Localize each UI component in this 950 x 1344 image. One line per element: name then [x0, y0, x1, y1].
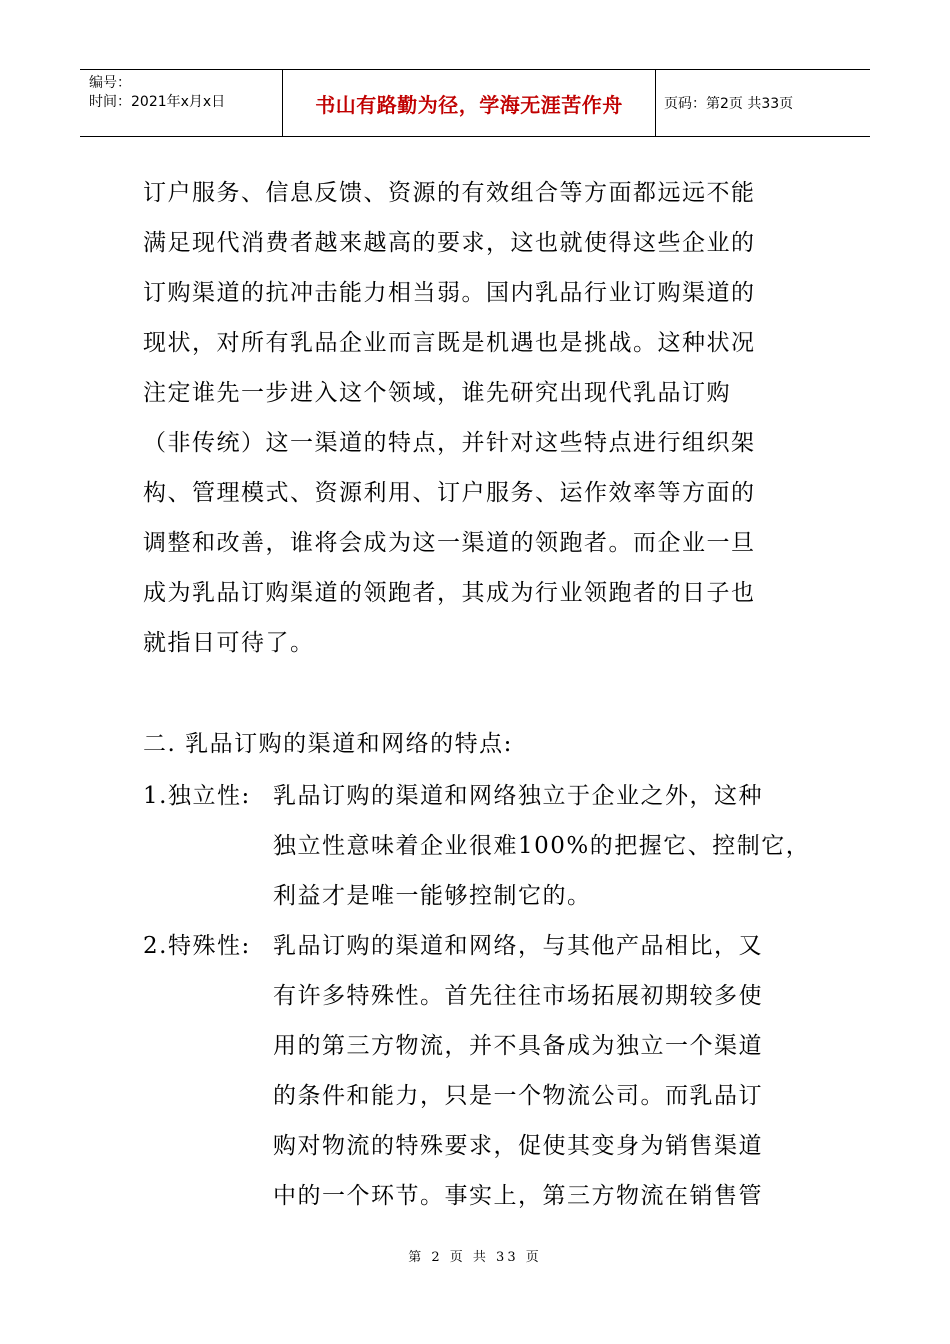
text-line: 有许多特殊性。首先往往市场拓展初期较多使 — [273, 983, 763, 1009]
header-motto: 书山有路勤为径，学海无涯苦作舟 — [283, 70, 656, 136]
section-heading: 二. 乳品订购的渠道和网络的特点: — [143, 731, 513, 757]
list-item-body — [273, 771, 810, 921]
page-footer: 第 2 页 共 33 页 — [408, 1250, 542, 1265]
text-line: 乳品订购的渠道和网络，与其他产品相比，又 — [273, 933, 763, 959]
list-item-label: 1.独立性: — [143, 783, 251, 809]
document-body — [143, 168, 823, 1221]
paragraph-1 — [143, 168, 823, 668]
text-line: 中的一个环节。事实上，第三方物流在销售管 — [273, 1183, 763, 1209]
text-line: 成为乳品订购渠道的领跑者，其成为行业领跑者的日子也 — [143, 580, 756, 606]
text-line: 构、管理模式、资源利用、订户服务、运作效率等方面的 — [143, 480, 756, 506]
document-date-label: 时间：2021年x月x日 — [89, 94, 226, 110]
text-line: 购对物流的特殊要求，促使其变身为销售渠道 — [273, 1133, 763, 1159]
text-line: 乳品订购的渠道和网络独立于企业之外，这种 — [273, 783, 763, 809]
text-line: 订购渠道的抗冲击能力相当弱。国内乳品行业订购渠道的 — [143, 280, 756, 306]
text-line: 满足现代消费者越来越高的要求，这也就使得这些企业的 — [143, 230, 756, 256]
header-meta — [80, 70, 283, 136]
text-line: 注定谁先一步进入这个领域，谁先研究出现代乳品订购 — [143, 380, 731, 406]
text-line: 现状，对所有乳品企业而言既是机遇也是挑战。这种状况 — [143, 330, 756, 356]
text-line: 订户服务、信息反馈、资源的有效组合等方面都远远不能 — [143, 180, 756, 206]
text-line: 调整和改善，谁将会成为这一渠道的领跑者。而企业一旦 — [143, 530, 756, 556]
list-item-independence — [143, 771, 823, 921]
text-line: 用的第三方物流，并不具备成为独立一个渠道 — [273, 1033, 763, 1059]
text-line: （非传统）这一渠道的特点，并针对这些特点进行组织架 — [143, 430, 756, 456]
list-item-label: 2.特殊性: — [143, 933, 251, 959]
text-line: 的条件和能力，只是一个物流公司。而乳品订 — [273, 1083, 763, 1109]
paragraph-spacer — [143, 668, 823, 718]
text-line: 独立性意味着企业很难100%的把握它、控制它， — [273, 833, 811, 859]
header-page-info: 页码：第2页 共33页 — [664, 96, 794, 112]
text-line: 就指日可待了。 — [143, 630, 315, 656]
document-number-label: 编号： — [89, 75, 131, 91]
list-item-specialty — [143, 921, 823, 1221]
page-header — [80, 69, 870, 137]
text-line: 利益才是唯一能够控制它的。 — [273, 883, 592, 909]
list-item-body — [273, 921, 763, 1221]
